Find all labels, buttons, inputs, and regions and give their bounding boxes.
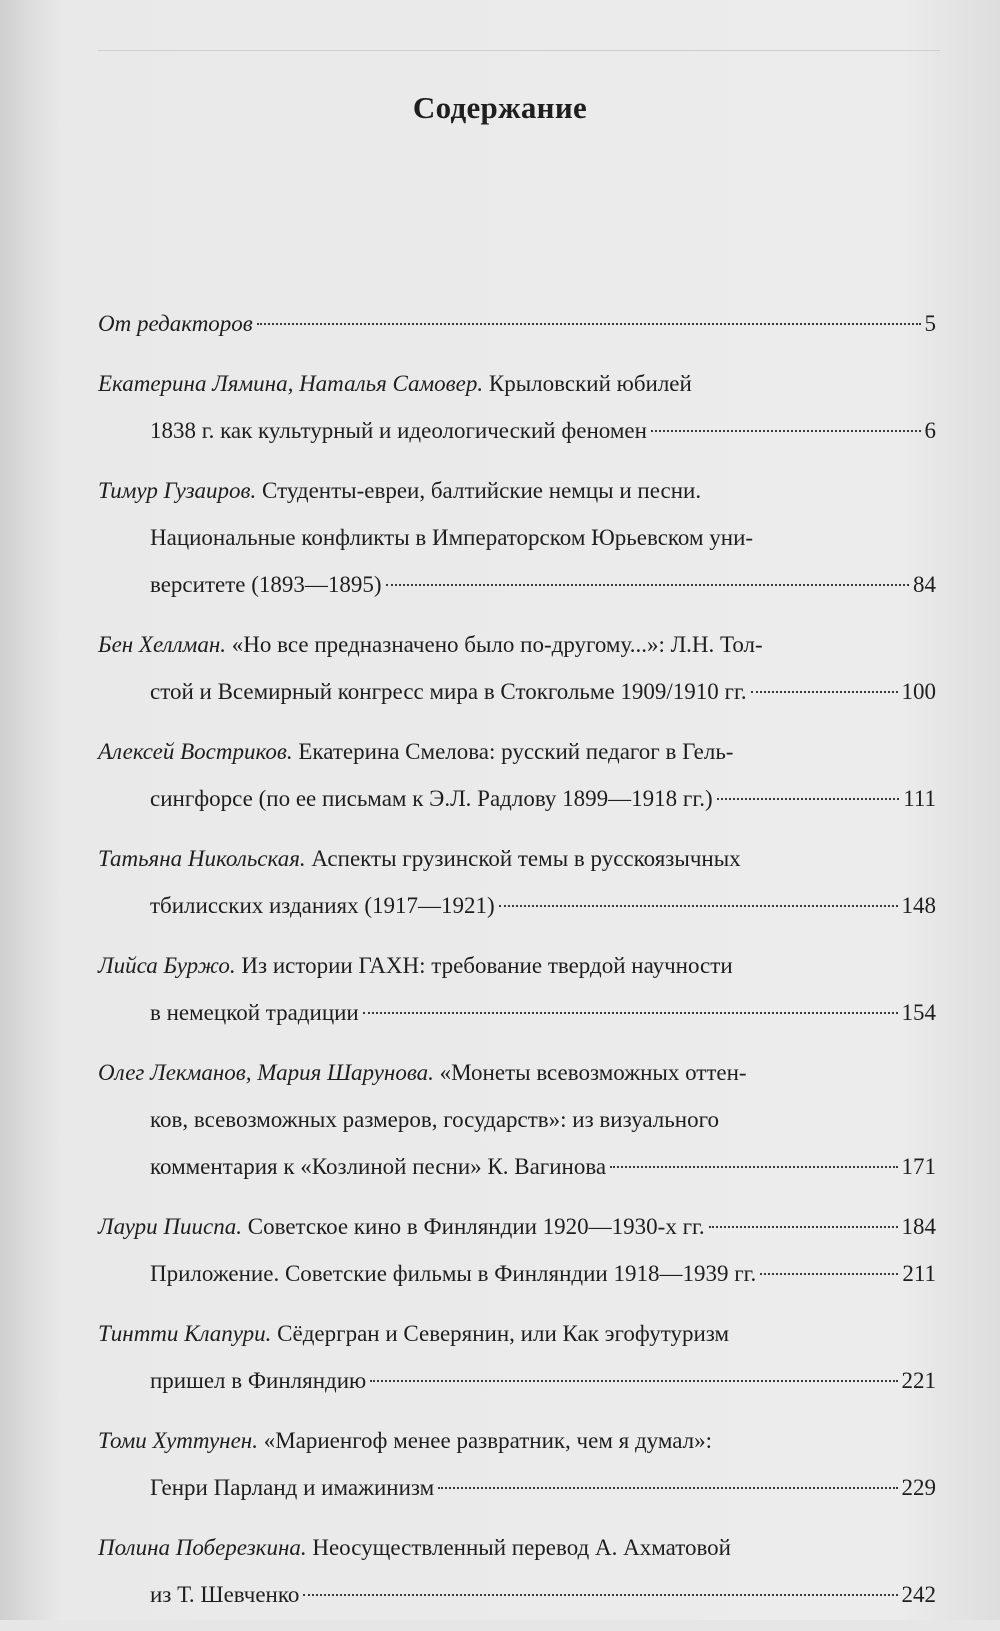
author-name: Томи Хуттунен. (98, 1428, 258, 1453)
toc-entry (98, 1049, 936, 1190)
toc-line (98, 1571, 936, 1618)
toc-line (98, 668, 936, 715)
toc-line (98, 989, 936, 1036)
leader-dots (363, 1012, 898, 1014)
page-number: 6 (924, 418, 936, 443)
article-title: Аспекты грузинской темы в русскоязычных (311, 846, 741, 871)
toc-line-text (150, 1357, 366, 1404)
page-number: 84 (913, 572, 936, 597)
toc-line (98, 407, 936, 454)
toc-line-text (150, 407, 647, 454)
toc-line (98, 300, 936, 347)
page-number: 5 (924, 311, 936, 336)
toc-entry (98, 942, 936, 1036)
page-number: 184 (901, 1214, 936, 1239)
toc-line (98, 1464, 936, 1511)
page-number: 100 (901, 679, 936, 704)
leader-dots (370, 1380, 897, 1382)
toc-line-text (150, 1571, 299, 1618)
article-title: Екатерина Смелова: русский педагог в Гель- (298, 739, 734, 764)
author-name: Алексей Востриков. (98, 739, 293, 764)
toc-line (98, 835, 936, 882)
toc-entry (98, 360, 936, 454)
leader-dots (499, 905, 898, 907)
author-name: Олег Лекманов, Мария Шарунова. (98, 1060, 434, 1085)
leader-dots (438, 1487, 897, 1489)
toc-entry (98, 621, 936, 715)
article-title: Советское кино в Финляндии 1920—1930-х гг. (247, 1214, 705, 1239)
toc-line (98, 1250, 936, 1297)
running-head-rule (98, 20, 940, 51)
author-name: Лаури Пииспа. (98, 1214, 242, 1239)
toc-line (98, 1524, 936, 1571)
article-title: стой и Всемирный конгресс мира в Стокгольме 1909/1910 гг. (150, 679, 747, 704)
author-name: Бен Хеллман. (98, 632, 227, 657)
toc-entry (98, 1203, 936, 1297)
author-name: Лийса Буржо. (98, 953, 236, 978)
article-title: тбилисских изданиях (1917—1921) (150, 893, 495, 918)
toc-line (98, 942, 936, 989)
toc-line (98, 1049, 936, 1096)
toc-entry (98, 728, 936, 822)
author-name: Полина Поберезкина. (98, 1535, 307, 1560)
leader-dots (386, 584, 909, 586)
leader-dots (303, 1594, 897, 1596)
toc-line (98, 775, 936, 822)
toc-line (98, 1203, 936, 1250)
toc-line (98, 621, 936, 668)
leader-dots (651, 430, 921, 432)
article-title: «Но все предназначено было по-другому...»: Л.Н. Тол- (231, 632, 763, 657)
article-title: Неосуществленный перевод А. Ахматовой (312, 1535, 731, 1560)
toc-line (98, 1096, 936, 1143)
toc-entry (98, 1310, 936, 1404)
leader-dots (751, 691, 898, 693)
page-number: 171 (901, 1154, 936, 1179)
article-title: Национальные конфликты в Императорском Юрьевском уни- (150, 525, 754, 550)
article-title: сингфорсе (по ее письмам к Э.Л. Радлову 1899—1918 гг.) (150, 786, 713, 811)
appendix-title: Приложение. Советские фильмы в Финляндии 1918—1939 гг. (150, 1261, 757, 1286)
article-title: Крыловский юбилей (488, 371, 692, 396)
leader-dots (257, 323, 921, 325)
article-title: пришел в Финляндию (150, 1368, 367, 1393)
leader-dots (717, 798, 900, 800)
article-title: из Т. Шевченко (150, 1582, 300, 1607)
article-title: Из истории ГАХН: требование твердой научности (241, 953, 733, 978)
toc-entry (98, 1524, 936, 1618)
toc-line-text (98, 300, 253, 347)
page-number: 154 (901, 1000, 936, 1025)
toc-line (98, 360, 936, 407)
article-title: 1838 г. как культурный и идеологический феномен (150, 418, 647, 443)
toc-line-text (150, 561, 382, 608)
table-of-contents (98, 300, 936, 1631)
page-number: 229 (901, 1475, 936, 1500)
author-name: Татьяна Никольская. (98, 846, 306, 871)
article-title: Сёдергран и Северянин, или Как эгофутуризм (277, 1321, 730, 1346)
toc-line (98, 514, 936, 561)
toc-line (98, 467, 936, 514)
toc-line-text (98, 1203, 705, 1250)
page-title: Содержание (412, 90, 588, 125)
page-number: 242 (901, 1582, 936, 1607)
article-title: «Монеты всевозможных оттен- (439, 1060, 747, 1085)
toc-entry (98, 300, 936, 347)
toc-entry (98, 835, 936, 929)
toc-line-text (150, 1464, 434, 1511)
toc-line (98, 561, 936, 608)
toc-line (98, 1310, 936, 1357)
article-title: в немецкой традиции (150, 1000, 359, 1025)
article-title: Студенты-евреи, балтийские немцы и песни. (262, 478, 702, 503)
toc-line (98, 882, 936, 929)
toc-line (98, 1357, 936, 1404)
toc-line (98, 1417, 936, 1464)
author-name: От редакторов (98, 311, 253, 336)
author-name: Tинтти Клапури. (98, 1321, 272, 1346)
article-title: Генри Парланд и имажинизм (150, 1475, 435, 1500)
leader-dots (709, 1226, 898, 1228)
toc-line-text (150, 989, 359, 1036)
toc-entry (98, 467, 936, 608)
page-number: 211 (902, 1261, 936, 1286)
author-name: Екатерина Лямина, Наталья Самовер. (98, 371, 484, 396)
toc-line-text (150, 882, 495, 929)
toc-line-text (150, 1250, 756, 1297)
toc-line-text (150, 668, 747, 715)
article-title: «Мариенгоф менее развратник, чем я думал»: (263, 1428, 713, 1453)
article-title: ков, всевозможных размеров, государств»: из визуального (150, 1107, 719, 1132)
leader-dots (760, 1273, 898, 1275)
article-title: комментария к «Козлиной песни» К. Вагинова (150, 1154, 607, 1179)
page-number: 148 (901, 893, 936, 918)
toc-line-text (150, 775, 713, 822)
toc-line-text (150, 1143, 606, 1190)
author-name: Тимур Гузаиров. (98, 478, 257, 503)
toc-entry (98, 1417, 936, 1511)
leader-dots (610, 1166, 897, 1168)
toc-line (98, 1143, 936, 1190)
page-number: 111 (903, 786, 936, 811)
page-number: 221 (901, 1368, 936, 1393)
article-title: верситете (1893—1895) (150, 572, 382, 597)
toc-line (98, 728, 936, 775)
